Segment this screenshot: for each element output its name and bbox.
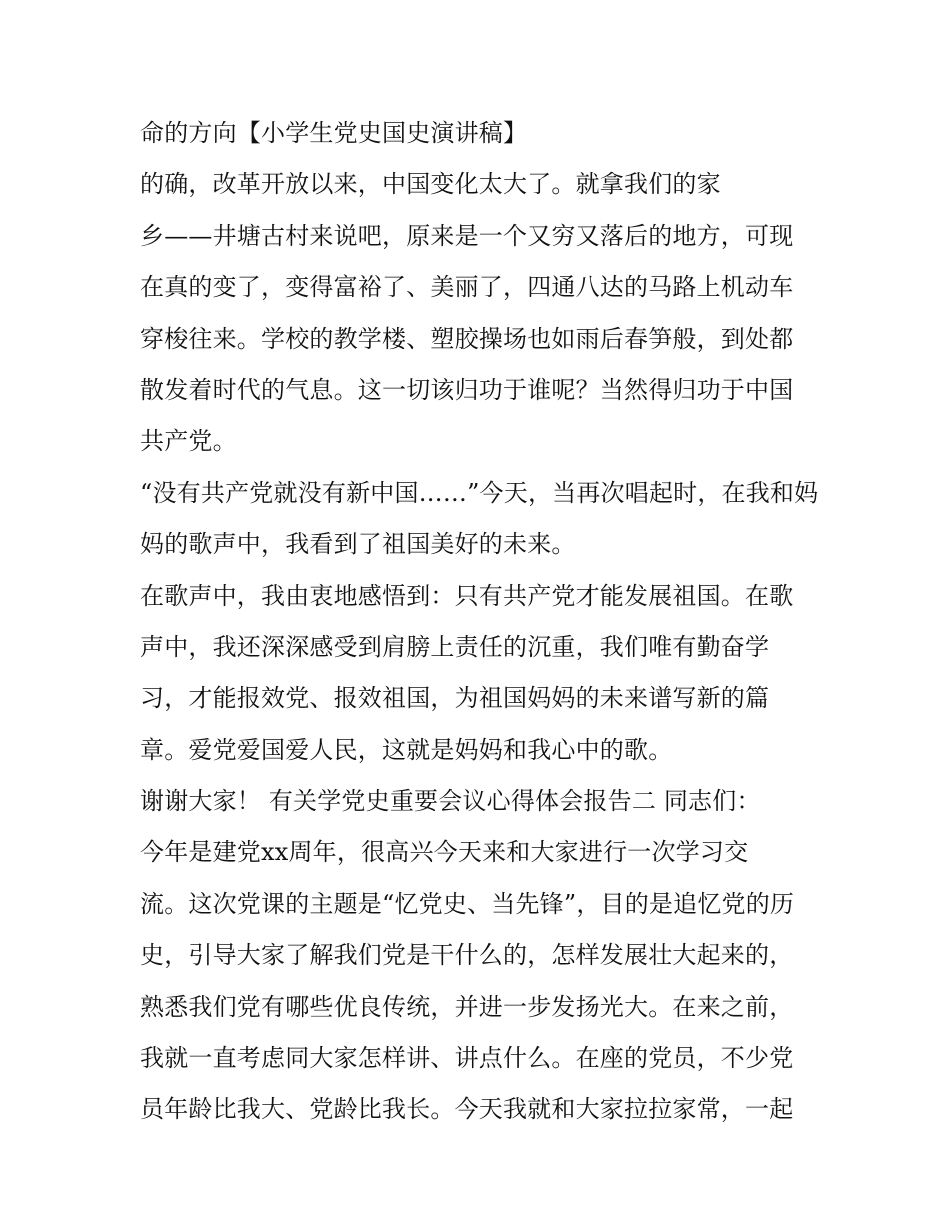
text-line: 在歌声中，我由衷地感悟到：只有共产党才能发展祖国。在歌: [140, 581, 794, 610]
text-line: 习，才能报效党、报效祖国，为祖国妈妈的未来谱写新的篇: [140, 684, 770, 713]
text-line: 史，引导大家了解我们党是干什么的，怎样发展壮大起来的，: [140, 941, 794, 970]
text-line: “没有共产党就没有新中国……”今天，当再次唱起时，在我和妈: [140, 478, 819, 507]
text-line: 熟悉我们党有哪些优良传统，并进一步发扬光大。在来之前，: [140, 992, 794, 1021]
text-line: 我就一直考虑同大家怎样讲、讲点什么。在座的党员，不少党: [140, 1044, 794, 1073]
text-line: 今年是建党xx周年，很高兴今天来和大家进行一次学习交: [140, 838, 749, 867]
body-text: [140, 108, 820, 1136]
text-line: 章。爱党爱国爱人民，这就是妈妈和我心中的歌。: [140, 735, 673, 764]
text-line: 流。这次党课的主题是“忆党史、当先锋”，目的是追忆党的历: [140, 889, 795, 918]
text-line: 声中，我还深深感受到肩膀上责任的沉重，我们唯有勤奋学: [140, 632, 770, 661]
text-line: 乡——井塘古村来说吧，原来是一个又穷又落后的地方，可现: [140, 221, 794, 250]
text-line: 的确，改革开放以来，中国变化太大了。就拿我们的家: [140, 170, 721, 199]
text-line: 命的方向【小学生党史国史演讲稿】: [140, 119, 528, 147]
text-line: 散发着时代的气息。这一切该归功于谁呢？当然得归功于中国: [140, 375, 794, 404]
text-line: 在真的变了，变得富裕了、美丽了，四通八达的马路上机动车: [140, 273, 794, 302]
text-line: 共产党。: [140, 427, 237, 456]
text-line: 穿梭往来。学校的教学楼、塑胶操场也如雨后春笋般，到处都: [140, 324, 794, 353]
text-line: 员年龄比我大、党龄比我长。今天我就和大家拉拉家常，一起: [140, 1095, 794, 1124]
text-line: 妈的歌声中，我看到了祖国美好的未来。: [140, 530, 576, 559]
text-line: 谢谢大家！ 有关学党史重要会议心得体会报告二 同志们：: [140, 787, 761, 816]
